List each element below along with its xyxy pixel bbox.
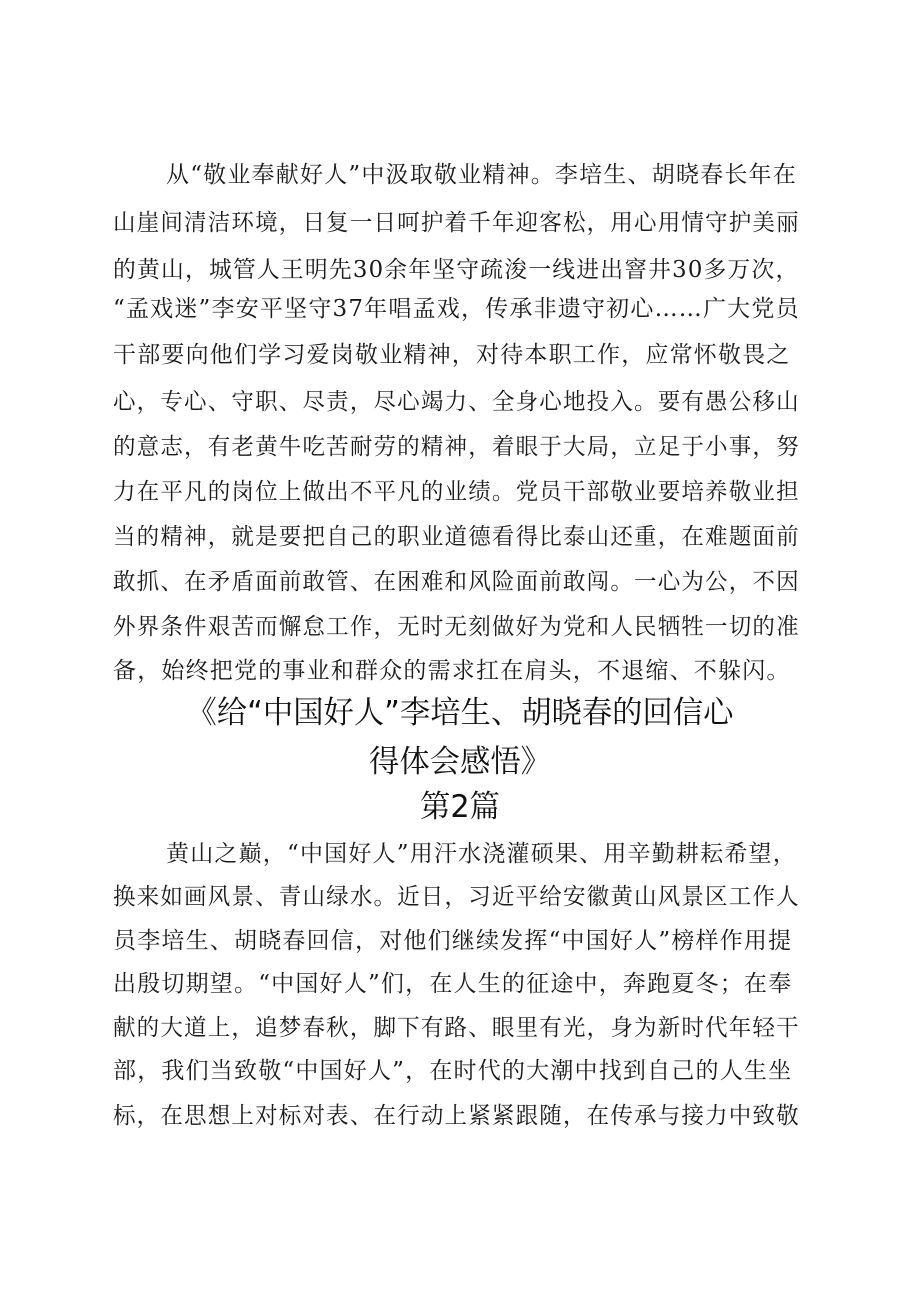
paragraph-line: 部，我们当致敬“中国好人”，在时代的大潮中找到自己的人生坐 bbox=[113, 1058, 793, 1084]
paragraph-line: 出殷切期望。“中国好人”们，在人生的征途中，奔跑夏冬；在奉 bbox=[113, 971, 793, 997]
paragraph-line: “孟戏迷”李安平坚守37年唱孟戏，传承非遗守初心……广大党员 bbox=[113, 296, 800, 322]
paragraph-line: 的黄山，城管人王明先30余年坚守疏浚一线进出窨井30多万次， bbox=[113, 257, 800, 283]
paragraph-line: 黄山之巅，“中国好人”用汗水浇灌硕果、用辛勤耕耘希望， bbox=[166, 841, 797, 867]
paragraph-line: 当的精神，就是要把自己的职业道德看得比泰山还重，在难题面前 bbox=[113, 524, 800, 550]
section-subheading: 第2篇 bbox=[420, 789, 500, 825]
paragraph-line: 山崖间清洁环境，日复一日呵护着千年迎客松，用心用情守护美丽 bbox=[113, 210, 800, 236]
article-title-line-1: 《给“中国好人”李培生、胡晓春的回信心 bbox=[186, 695, 734, 731]
paragraph-line: 心，专心、守职、尽责，尽心竭力、全身心地投入。要有愚公移山 bbox=[113, 389, 800, 415]
paragraph-line: 从“敬业奉献好人”中汲取敬业精神。李培生、胡晓春长年在 bbox=[166, 162, 797, 188]
paragraph-line: 标，在思想上对标对表、在行动上紧紧跟随，在传承与接力中致敬 bbox=[113, 1103, 800, 1129]
paragraph-line: 干部要向他们学习爱岗敬业精神，对待本职工作，应常怀敬畏之 bbox=[113, 342, 791, 368]
paragraph-line: 献的大道上，追梦春秋，脚下有路、眼里有光，身为新时代年轻干 bbox=[113, 1015, 800, 1041]
paragraph-line: 的意志，有老黄牛吃苦耐劳的精神，着眼于大局，立足于小事，努 bbox=[113, 434, 800, 460]
paragraph-line: 力在平凡的岗位上做出不平凡的业绩。党员干部敬业要培养敬业担 bbox=[113, 479, 800, 505]
paragraph-line: 换来如画风景、青山绿水。近日，习近平给安徽黄山风景区工作人 bbox=[113, 884, 800, 910]
paragraph-line: 外界条件艰苦而懈怠工作，无时无刻做好为党和人民牺牲一切的准 bbox=[113, 614, 800, 640]
paragraph-line: 员李培生、胡晓春回信，对他们继续发挥“中国好人”榜样作用提 bbox=[113, 928, 793, 954]
paragraph-line: 备，始终把党的事业和群众的需求扛在肩头，不退缩、不躲闪。 bbox=[113, 658, 791, 684]
article-title-line-2: 得体会感悟》 bbox=[369, 744, 551, 780]
paragraph-line: 敢抓、在矛盾面前敢管、在困难和风险面前敢闯。一心为公，不因 bbox=[113, 569, 800, 595]
